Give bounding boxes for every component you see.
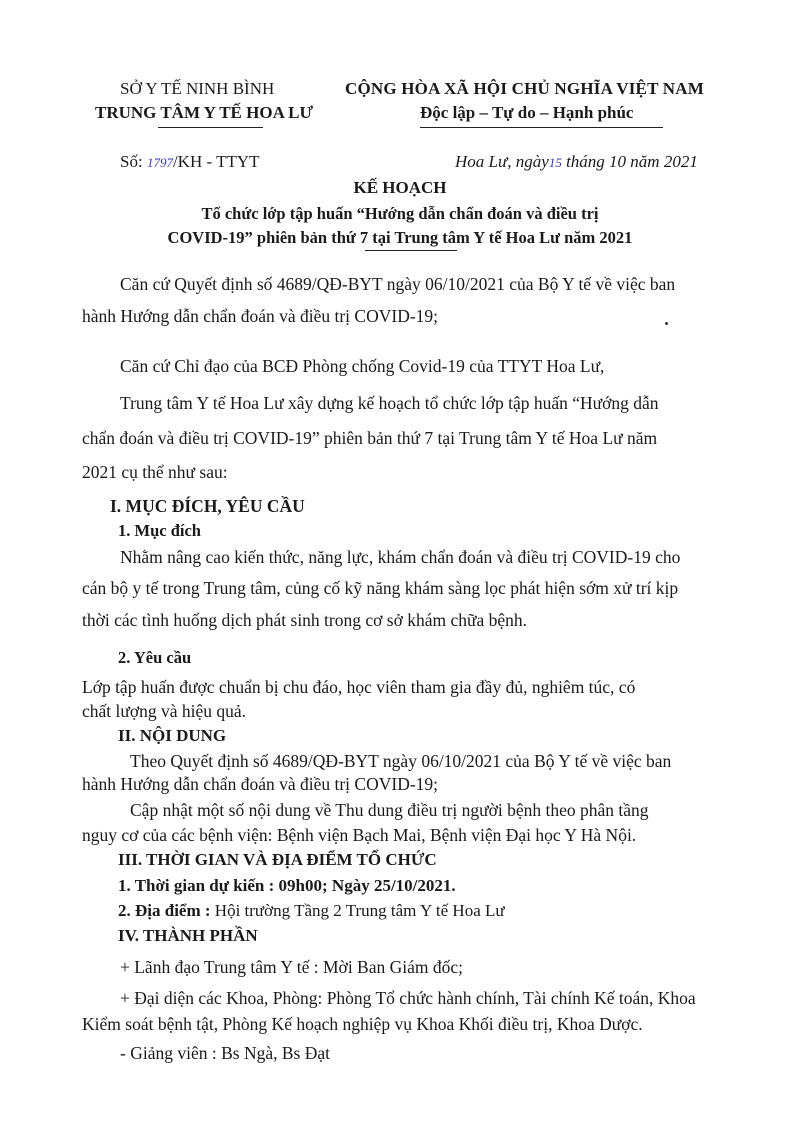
- section-1-sub1-heading: 1. Mục đích: [118, 521, 201, 540]
- doc-number: [120, 152, 260, 172]
- section-2-line2: hành Hướng dẫn chẩn đoán và điều trị COVID-19;: [82, 774, 439, 794]
- basis-1-line2: hành Hướng dẫn chẩn đoán và điều trị COVID-19;: [82, 306, 439, 326]
- section-4-line3: Kiểm soát bệnh tật, Phòng Kế hoạch nghiệp vụ Khoa Khối điều trị, Khoa Dược.: [82, 1014, 643, 1034]
- section-1-sub1-line1: Nhằm nâng cao kiến thức, năng lực, khám chẩn đoán và điều trị COVID-19 cho: [120, 547, 681, 567]
- intro-line3: 2021 cụ thể như sau:: [82, 462, 228, 482]
- intro-line1: Trung tâm Y tế Hoa Lư xây dựng kế hoạch tổ chức lớp tập huấn “Hướng dẫn: [120, 393, 659, 413]
- doc-subtitle-line1: Tổ chức lớp tập huấn “Hướng dẫn chẩn đoán và điều trị: [201, 204, 599, 223]
- basis-1-line1: Căn cứ Quyết định số 4689/QĐ-BYT ngày 06/10/2021 của Bộ Y tế về việc ban: [120, 274, 676, 294]
- section-4-line1: + Lãnh đạo Trung tâm Y tế : Mời Ban Giám đốc;: [120, 957, 464, 977]
- doc-number-handwritten: 1797: [146, 155, 173, 170]
- section-1-sub2-line2: chất lượng và hiệu quả.: [82, 701, 247, 721]
- doc-subtitle-line2: COVID-19” phiên bản thứ 7 tại Trung tâm Y tế Hoa Lư năm 2021: [167, 228, 633, 247]
- section-2-heading: II. NỘI DUNG: [118, 726, 227, 745]
- section-1-sub1-line3: thời các tình huống dịch phát sinh trong cơ sở khám chữa bệnh.: [82, 610, 528, 630]
- section-4-heading: IV. THÀNH PHẦN: [118, 926, 258, 945]
- section-4-line4: - Giảng viên : Bs Ngà, Bs Đạt: [120, 1043, 330, 1063]
- scan-speck: [665, 322, 668, 325]
- section-2-line3: Cập nhật một số nội dung về Thu dung điều trị người bệnh theo phân tầng: [130, 800, 649, 820]
- date-prefix: Hoa Lư, ngày: [455, 152, 549, 171]
- title-underline: [365, 250, 457, 251]
- date-suffix: tháng 10 năm 2021: [561, 152, 698, 171]
- place-label: 2. Địa điểm :: [118, 901, 211, 920]
- doc-title: KẾ HOẠCH: [353, 178, 447, 197]
- motto-underline: [420, 127, 663, 128]
- basis-2: Căn cứ Chỉ đạo của BCĐ Phòng chống Covid-19 của TTYT Hoa Lư,: [120, 356, 605, 376]
- org-name: TRUNG TÂM Y TẾ HOA LƯ: [95, 103, 314, 122]
- date-day-handwritten: 15: [548, 155, 562, 170]
- doc-number-suffix: /KH - TTYT: [172, 152, 260, 171]
- section-4-line2: + Đại diện các Khoa, Phòng: Phòng Tổ chức hành chính, Tài chính Kế toán, Khoa: [120, 988, 696, 1008]
- section-3-place: [118, 901, 505, 921]
- section-1-sub2-heading: 2. Yêu cầu: [118, 648, 192, 667]
- org-parent: SỞ Y TẾ NINH BÌNH: [120, 79, 275, 98]
- section-3-time: 1. Thời gian dự kiến : 09h00; Ngày 25/10/2021.: [118, 876, 456, 895]
- doc-number-prefix: Số:: [120, 152, 143, 171]
- country-name: CỘNG HÒA XÃ HỘI CHỦ NGHĨA VIỆT NAM: [345, 79, 704, 98]
- motto: Độc lập – Tự do – Hạnh phúc: [420, 103, 634, 122]
- org-underline: [158, 127, 263, 128]
- section-1-sub1-line2: cán bộ y tế trong Trung tâm, củng cố kỹ năng khám sàng lọc phát hiện sớm xử trí kịp: [82, 578, 679, 598]
- section-2-line4: nguy cơ của các bệnh viện: Bệnh viện Bạch Mai, Bệnh viện Đại học Y Hà Nội.: [82, 825, 637, 845]
- section-2-line1: Theo Quyết định số 4689/QĐ-BYT ngày 06/10/2021 của Bộ Y tế về việc ban: [130, 751, 672, 771]
- section-1-sub2-line1: Lớp tập huấn được chuẩn bị chu đáo, học viên tham gia đầy đủ, nghiêm túc, có: [82, 677, 636, 697]
- doc-date: [455, 152, 698, 172]
- place-value: Hội trường Tầng 2 Trung tâm Y tế Hoa Lư: [210, 901, 505, 920]
- section-3-heading: III. THỜI GIAN VÀ ĐỊA ĐIỂM TỔ CHỨC: [118, 850, 437, 869]
- section-1-heading: I. MỤC ĐÍCH, YÊU CẦU: [110, 496, 305, 516]
- intro-line2: chẩn đoán và điều trị COVID-19” phiên bản thứ 7 tại Trung tâm Y tế Hoa Lư năm: [82, 428, 658, 448]
